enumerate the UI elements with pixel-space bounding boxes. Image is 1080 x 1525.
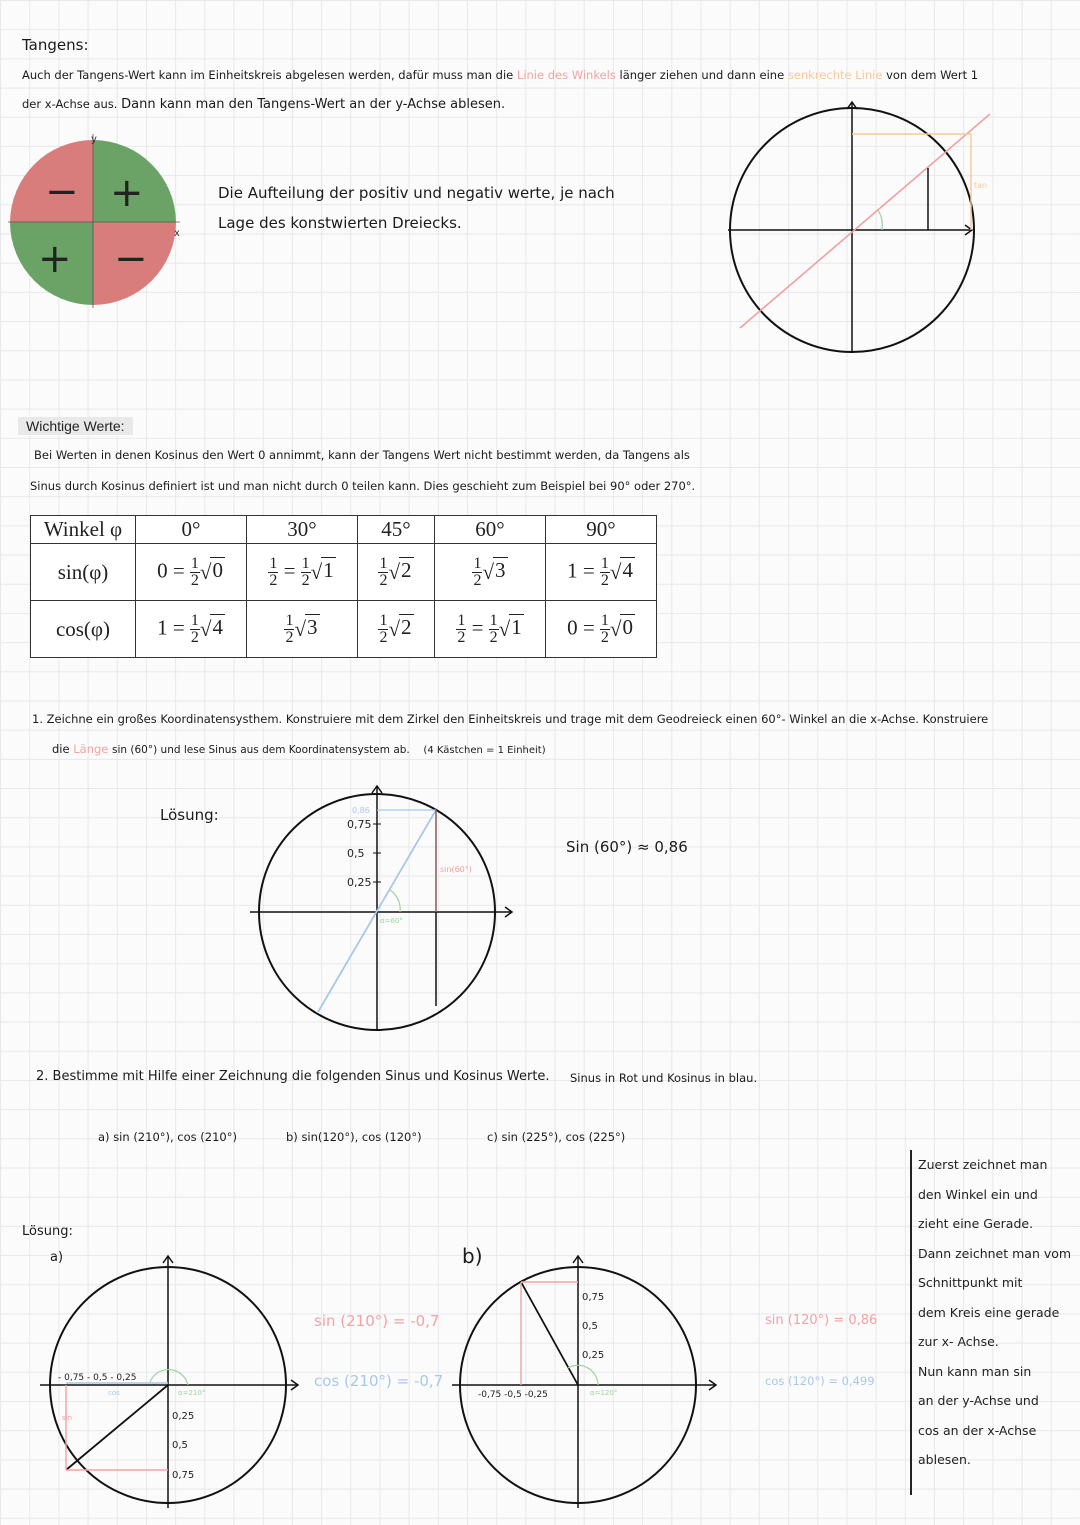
cos-45-root: 2 xyxy=(401,614,412,639)
aufgabe2-part-c: c) sin (225°), cos (225°) xyxy=(487,1130,626,1144)
b-y-tick-1: 0,75 xyxy=(582,1292,605,1303)
quadrant-sign-diagram xyxy=(0,130,190,310)
sin-90-cell: 1 = $\frac{1}{2}$ √4 xyxy=(546,544,657,601)
table-sin-row xyxy=(31,544,657,601)
a-cos-result: cos (210°) = -0,7 xyxy=(314,1372,444,1390)
sin-90-root: 4 xyxy=(622,557,633,582)
a-cos-marker: cos xyxy=(108,1389,120,1397)
aufgabe1-loesung-label: Lösung: xyxy=(160,806,219,824)
cos-90-cell: 0 = $\frac{1}{2}$ √0 xyxy=(546,601,657,658)
sin-0-cell: 0 = $\frac{1}{2}$ √0 xyxy=(136,544,247,601)
aufgabe2-text: 2. Bestimme mit Hilfe einer Zeichnung die folgenden Sinus und Kosinus Werte. xyxy=(36,1069,550,1084)
angle-45: 45° xyxy=(358,516,435,544)
aufgabe2-color-note: Sinus in Rot und Kosinus in blau. xyxy=(570,1071,758,1085)
side-note-line: ablesen. xyxy=(918,1452,971,1467)
side-note-line: Nun kann man sin xyxy=(918,1363,1032,1379)
cos-0-cell: 1 = $\frac{1}{2}$ √4 xyxy=(136,601,247,658)
aufgabe1-result: Sin (60°) ≈ 0,86 xyxy=(566,838,688,856)
sin-row-label: sin(φ) xyxy=(31,544,136,601)
intro-part1: Auch der Tangens-Wert kann im Einheitskreis abgelesen werden, dafür muss man die xyxy=(22,68,514,82)
intro-line2-a: der x-Achse aus. xyxy=(22,97,118,111)
aufgabe2-circle-a xyxy=(0,1250,320,1510)
sign-top-right: + xyxy=(110,170,144,216)
a-y-tick-1: 0,25 xyxy=(172,1411,195,1422)
header-angle-label: Winkel φ xyxy=(31,516,136,544)
aufgabe2-label-a: a) xyxy=(50,1250,64,1265)
b-x-ticks: -0,75 -0,5 -0,25 xyxy=(478,1390,548,1400)
angle-90: 90° xyxy=(546,516,657,544)
aufgabe2-loesung-label: Lösung: xyxy=(22,1224,73,1239)
b-y-tick-2: 0,5 xyxy=(582,1321,598,1332)
cos-60-root: 1 xyxy=(511,614,522,639)
aufgabe2-part-b: b) sin(120°), cos (120°) xyxy=(286,1130,422,1144)
tangent-angle-line xyxy=(740,114,990,328)
tangens-intro-line2 xyxy=(22,97,505,112)
table-header-row xyxy=(31,516,657,544)
sin-60-marker: sin(60°) xyxy=(440,865,472,874)
sign-bottom-left: + xyxy=(38,236,72,282)
cos-row-label: cos(φ) xyxy=(31,601,136,658)
aufgabe1-text-line1: 1. Zeichne ein großes Koordinatensysthem. Konstruiere mit dem Zirkel den Einheitskreis und trage mit dem Geodreieck einen 60°- Winkel an die x-Achse. Konstruiere xyxy=(32,712,989,726)
values-table xyxy=(30,515,657,658)
tan-label: tan xyxy=(974,181,988,190)
side-note-line: Schnittpunkt mit xyxy=(918,1275,1023,1290)
quadrant-note-line2: Lage des konstwierten Dreiecks. xyxy=(218,214,462,232)
sin-30-root: 1 xyxy=(323,557,334,582)
cos-45-cell: $\frac{1}{2}$ √2 xyxy=(358,601,435,658)
sign-top-left: − xyxy=(45,169,79,215)
angle-30: 30° xyxy=(247,516,358,544)
sin-0-root: 0 xyxy=(212,557,223,582)
aufgabe1-highlight-length: Länge xyxy=(73,742,109,756)
quadrant-y-label: y xyxy=(91,134,97,145)
side-note-line: dem Kreis eine gerade xyxy=(918,1304,1060,1320)
wichtige-werte-text-line2: Sinus durch Kosinus definiert ist und man nicht durch 0 teilen kann. Dies geschieht zum Beispiel bei 90° oder 270°. xyxy=(30,479,696,493)
a-x-ticks: - 0,75 - 0,5 - 0,25 xyxy=(58,1373,137,1383)
a-sin-marker: sin xyxy=(62,1414,73,1422)
sin-60-root: 3 xyxy=(495,557,506,582)
tangens-unit-circle xyxy=(700,96,1060,356)
a-sin-result: sin (210°) = -0,7 xyxy=(314,1312,440,1330)
side-note-line: zur x- Achse. xyxy=(918,1334,999,1349)
angle-60-marker: α=60° xyxy=(380,917,403,925)
side-note-line: an der y-Achse und xyxy=(918,1393,1039,1408)
sin-45-cell: $\frac{1}{2}$ √2 xyxy=(358,544,435,601)
cos-30-root: 3 xyxy=(307,614,318,639)
sin-30-cell: $\frac{1}{2}$ = $\frac{1}{2}$ √1 xyxy=(247,544,358,601)
a-angle-marker: α=210° xyxy=(178,1389,206,1397)
side-note-line: Dann zeichnet man vom xyxy=(918,1245,1072,1261)
tick-0-75: 0,75 xyxy=(347,818,372,831)
b-y-tick-3: 0,25 xyxy=(582,1350,605,1361)
side-note-line: Zuerst zeichnet man xyxy=(918,1157,1048,1172)
sin-45-root: 2 xyxy=(401,557,412,582)
cos-90-root: 0 xyxy=(622,614,633,639)
intro-part2: länger ziehen und dann eine xyxy=(619,68,785,82)
side-note xyxy=(910,1150,1072,1495)
cos-30-cell: $\frac{1}{2}$ √3 xyxy=(247,601,358,658)
side-note-line: zieht eine Gerade. xyxy=(918,1216,1034,1231)
side-note-line: cos an der x-Achse xyxy=(918,1422,1037,1438)
side-note-line: den Winkel ein und xyxy=(918,1186,1038,1202)
tick-0-5: 0,5 xyxy=(347,847,365,860)
b-sin-result: sin (120°) = 0,86 xyxy=(765,1313,878,1328)
sign-bottom-right: − xyxy=(114,236,148,282)
aufgabe2-part-a: a) sin (210°), cos (210°) xyxy=(98,1130,237,1144)
aufgabe2-label-b: b) xyxy=(462,1244,483,1268)
wichtige-werte-text-line1: Bei Werten in denen Kosinus den Wert 0 annimmt, kann der Tangens Wert nicht bestimmt werden, da Tangens als xyxy=(34,448,690,462)
b-cos-result: cos (120°) = 0,499 xyxy=(765,1374,875,1388)
angle-0: 0° xyxy=(136,516,247,544)
sin-60-cell: $\frac{1}{2}$ √3 xyxy=(435,544,546,601)
cos-60-cell: $\frac{1}{2}$ = $\frac{1}{2}$ √1 xyxy=(435,601,546,658)
aufgabe1-text-line2: die Länge sin (60°) und lese Sinus aus dem Koordinatensystem ab. (4 Kästchen = 1 Einheit) xyxy=(52,742,546,756)
quadrant-x-label: x xyxy=(174,228,180,239)
intro-line2-b: Dann kann man den Tangens-Wert an der y-Achse ablesen. xyxy=(121,97,506,112)
section-title-tangens: Tangens: xyxy=(22,36,89,54)
intro-part3: von dem Wert 1 xyxy=(886,68,979,82)
intro-highlight-angle-line: Linie des Winkels xyxy=(516,68,616,82)
aufgabe2-circle-b xyxy=(450,1250,730,1510)
aufgabe1-unit-circle xyxy=(240,780,520,1030)
quadrant-note-line1: Die Aufteilung der positiv und negativ werte, je nach xyxy=(218,184,615,202)
a-y-tick-2: 0,5 xyxy=(172,1440,188,1451)
cos-0-root: 4 xyxy=(212,614,223,639)
wichtige-werte-heading: Wichtige Werte: xyxy=(18,417,133,435)
tick-0-25: 0,25 xyxy=(347,876,372,889)
tangens-intro-line1 xyxy=(22,68,978,82)
a-y-tick-3: 0,75 xyxy=(172,1470,195,1481)
angle-60: 60° xyxy=(435,516,546,544)
intro-highlight-vertical-line: senkrechte Linie xyxy=(787,68,883,82)
table-cos-row xyxy=(31,601,657,658)
b-angle-marker: α=120° xyxy=(590,1389,618,1397)
tick-0-86: 0,86 xyxy=(352,806,370,815)
